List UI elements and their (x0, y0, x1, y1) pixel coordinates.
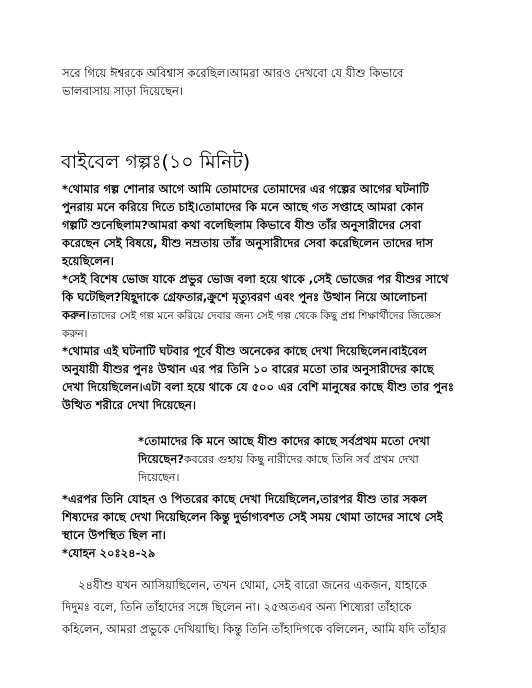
text-line: করুন। (62, 328, 88, 340)
text-line: *সেই বিশেষ ভোজ যাকে প্রভুর ভোজ বলা হয়ে থাকে ,সেই ভোজের পর যীশুর সাথে (62, 272, 449, 286)
paragraph-thomas-story (62, 180, 433, 270)
text-line: ২৪যীশু যখন আসিয়াছিলেন, তখন থোমা, সেই বারো জনের একজন, যাহাকে (78, 578, 427, 592)
text-normal: তাদের সেই গল্প মনে করিয়ে দেবার জন্য সেই গল্প থেকে কিছু প্রশ্ন শিক্ষার্থীদের জিজ্ঞেস (89, 310, 442, 322)
quote-block (138, 432, 430, 487)
paragraph-last-supper (62, 270, 448, 343)
text-bold: করুন। (62, 308, 90, 322)
text-line: কি ঘটেছিল?যিহূদাকে গ্রেফতার,ক্রুশে মৃত্যুবরণ এবং পুনঃ উত্থান নিয়ে আলোচনা (62, 290, 428, 304)
text-line: পুনরায় মনে করিয়ে দিতে চাই।তোমাদের কি মনে আছে গত সপ্তাহে আমরা কোন (62, 200, 424, 214)
intro-paragraph (62, 64, 403, 100)
text-line: হয়েছিলেন। (62, 254, 114, 268)
text-line: কহিলেন, আমরা প্রভুকে দেখিয়াছি। কিন্তু তিনি তাঁহাদিগকে বলিলেন, আমি যদি তাঁহার (62, 622, 446, 636)
text-line: *এরপর তিনি যোহন ও পিতরের কাছে দেখা দিয়েছিলেন,তারপর যীশু তার সকল (62, 492, 428, 506)
text-line (138, 450, 430, 469)
scripture-reference (62, 544, 155, 562)
text-line: দেখা দিয়েছিলেন।এটা বলা হয়ে থাকে যে ৫০০ এর বেশি মানুষের কাছে যীশু তার পুনঃ (62, 380, 455, 394)
text-line: *থোমার এই ঘটনাটি ঘটবার পূর্বে যীশু অনেকের কাছে দেখা দিয়েছিলেন।বাইবেল (62, 344, 427, 358)
text-line (62, 306, 448, 325)
text-line: গল্পটি শুনেছিলাম?আমরা কথা বলেছিলাম কিভাবে যীশু তাঁর অনুসারীদের সেবা (62, 218, 422, 232)
text-line: উত্থিত শরীরে দেখা দিয়েছেন। (62, 398, 196, 412)
text-line: *থোমার গল্প শোনার আগে আমি তোমাদের তোমাদের এর গল্পের আগের ঘটনাটি (62, 182, 429, 196)
text-line: শিষ্যদের কাছে দেখা দিয়েছিলেন কিন্তু দুর্ভাগ্যবশত সেই সময় থোমা তাদের সাথে সেই (62, 510, 443, 524)
text-line: সরে গিয়ে ঈশ্বরকে অবিশ্বাস করেছিল।আমরা আরও দেখবো যে যীশু কিভাবে (62, 66, 404, 80)
section-title: বাইবেল গল্পঃ(১০ মিনিট) (61, 151, 251, 173)
paragraph-john-peter (62, 490, 443, 544)
scripture-text (62, 574, 446, 640)
text-line: স্থানে উপস্থিত ছিল না। (62, 528, 166, 542)
text-line: *যোহন ২০ঃ২৪-২৯ (62, 546, 156, 560)
text-line: করেছেন সেই বিষয়ে, যীশু নম্রতায় তাঁর অনুসারীদের সেবা করেছিলেন তাদের দাস (62, 236, 434, 250)
text-line: অনুযায়ী যীশুর পুনঃ উত্থান এর পর তিনি ১০ বারের মতো তার অনুসারীদের কাছে (62, 362, 434, 376)
text-line: *তোমাদের কি মনে আছে যীশু কাদের কাছে সর্বপ্রথম মতো দেখা (138, 434, 430, 448)
text-normal: কবরের গুহায় কিছু নারীদের কাছে তিনি সর্ব প্রথম দেখা (183, 453, 419, 466)
text-line: দিদুমঃ বলে, তিনি তাঁহাদের সঙ্গে ছিলেন না। ২৫অতএব অন্য শিষ্যেরা তাঁহাকে (62, 600, 412, 614)
text-line: ভালবাসায় সাড়া দিয়েছেন। (62, 84, 183, 98)
paragraph-appearances (62, 342, 454, 414)
text-bold: দিয়েছেন? (138, 452, 184, 466)
text-line: দিয়েছেন। (138, 471, 180, 484)
